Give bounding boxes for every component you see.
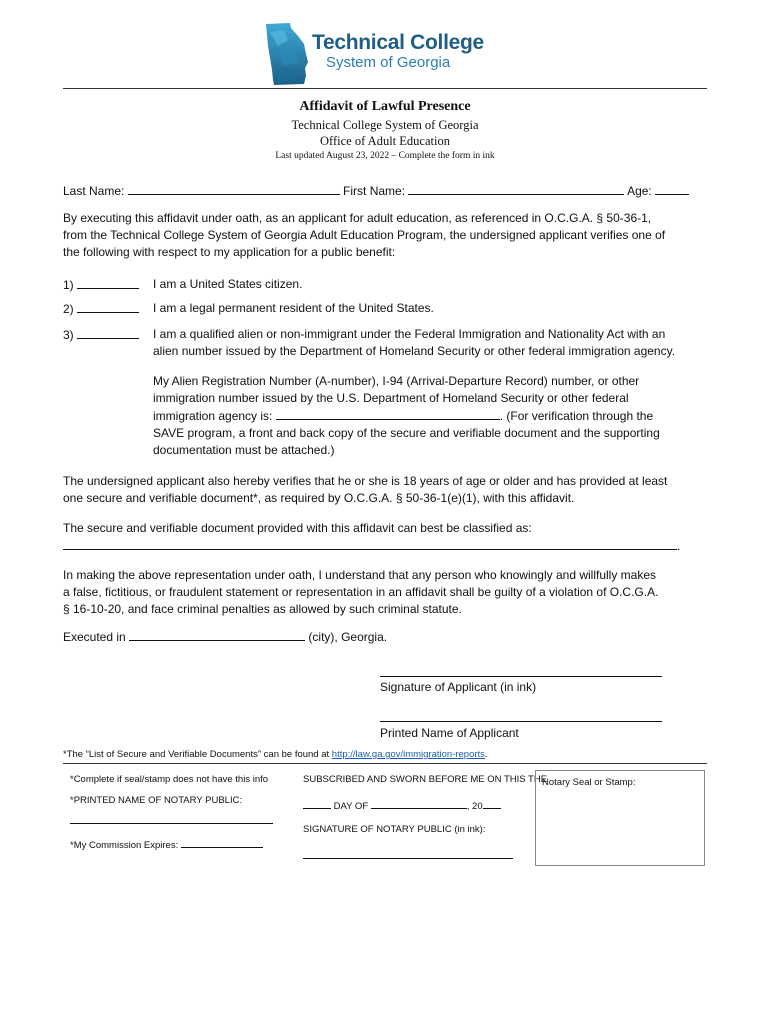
name-fields-row	[63, 182, 713, 200]
age-field[interactable]	[655, 182, 689, 195]
logo-line1: Technical College	[312, 31, 484, 54]
logo	[264, 22, 494, 86]
age-label: Age:	[627, 184, 652, 198]
verify-line: The undersigned applicant also hereby verifies that he or she is 18 years of age or older and has provided at least	[63, 474, 668, 488]
alien-number-field[interactable]	[276, 407, 500, 420]
penalty-paragraph	[63, 567, 723, 618]
alien-line-3	[153, 407, 713, 425]
office-name: Office of Adult Education	[320, 134, 450, 148]
penalty-line: § 16-10-20, and face criminal penalties as allowed by such criminal statute.	[63, 602, 462, 616]
alien-line: . (For verification through the	[499, 409, 654, 423]
day-field[interactable]	[303, 798, 331, 809]
notary-signature-line[interactable]	[303, 858, 513, 859]
option-3	[63, 326, 723, 358]
logo-line2: System of Georgia	[326, 54, 451, 71]
last-updated: Last updated August 23, 2022 – Complete the form in ink	[275, 151, 495, 161]
notary-seal-label: Notary Seal or Stamp:	[542, 777, 636, 788]
org-name: Technical College System of Georgia	[291, 118, 479, 132]
intro-line: By executing this affidavit under oath, as an applicant for adult education, as referenced in O.C.G.A. § 50-36-1,	[63, 211, 652, 225]
option-3-initial-field[interactable]	[77, 326, 139, 339]
document-classification-field[interactable]	[63, 537, 677, 550]
commission-row	[70, 837, 263, 852]
printed-name-line[interactable]	[380, 721, 662, 722]
applicant-signature-line[interactable]	[380, 676, 662, 677]
alien-line: My Alien Registration Number (A-number), I-94 (Arrival-Departure Record) number, or other	[153, 374, 640, 388]
notary-top-rule	[63, 763, 707, 764]
first-name-label: First Name:	[343, 184, 406, 198]
city-field[interactable]	[129, 628, 305, 641]
footnote-end: .	[484, 749, 488, 760]
option-2-initial-field[interactable]	[77, 300, 139, 313]
subscribed-label: SUBSCRIBED AND SWORN BEFORE ME ON THIS THE	[303, 774, 548, 785]
verify-paragraph	[63, 473, 723, 507]
executed-row	[63, 628, 387, 646]
first-name-field[interactable]	[408, 182, 624, 195]
notary-seal-box[interactable]	[535, 770, 705, 866]
year-field[interactable]	[483, 798, 501, 809]
option-1	[63, 276, 723, 294]
last-name-label: Last Name:	[63, 184, 125, 198]
commission-expires-field[interactable]	[181, 837, 263, 848]
day-of-row	[303, 798, 501, 813]
classified-row: .	[63, 537, 680, 555]
year-prefix: , 20	[466, 801, 483, 812]
footnote-text: *The “List of Secure and Verifiable Documents” can be found at	[63, 749, 330, 760]
option-number: 3)	[63, 328, 74, 342]
footnote	[63, 748, 488, 761]
option-text: I am a legal permanent resident of the United States.	[153, 301, 434, 315]
georgia-map-icon	[264, 22, 310, 86]
seal-note: *Complete if seal/stamp does not have this info	[70, 774, 269, 785]
intro-paragraph	[63, 210, 723, 261]
option-text: I am a qualified alien or non-immigrant under the Federal Immigration and Nationality Act with an	[153, 327, 666, 341]
immigration-reports-link[interactable]: http://law.ga.gov/immigration-reports	[331, 749, 485, 760]
option-1-initial-field[interactable]	[77, 276, 139, 289]
alien-line: immigration number issued by the U.S. Department of Homeland Security or other federal	[153, 391, 629, 405]
option-2	[63, 300, 723, 318]
executed-suffix: (city), Georgia.	[308, 630, 388, 644]
header-rule	[63, 88, 707, 89]
intro-line: the following with respect to my application for a public benefit:	[63, 245, 396, 259]
last-name-field[interactable]	[128, 182, 340, 195]
intro-line: from the Technical College System of Georgia Adult Education Program, the undersigned applicant verifies one of	[63, 228, 666, 242]
notary-printed-name-label: *PRINTED NAME OF NOTARY PUBLIC:	[70, 795, 243, 806]
penalty-line: a false, fictitious, or fraudulent statement or representation in an affidavit shall be guilty of a violation of O.C.G.A.	[63, 585, 659, 599]
day-of-label: DAY OF	[333, 801, 369, 812]
option-text: alien number issued by the Department of Homeland Security or other federal immigration agency.	[153, 344, 676, 358]
option-number: 1)	[63, 278, 74, 292]
applicant-signature-label: Signature of Applicant (in ink)	[380, 680, 537, 694]
alien-number-paragraph	[153, 373, 713, 459]
alien-line: immigration agency is:	[153, 409, 273, 423]
executed-label: Executed in	[63, 630, 126, 644]
option-number: 2)	[63, 302, 74, 316]
penalty-line: In making the above representation under oath, I understand that any person who knowingly and willfully makes	[63, 568, 657, 582]
option-text: I am a United States citizen.	[153, 277, 303, 291]
month-field[interactable]	[371, 798, 467, 809]
verify-line: one secure and verifiable document*, as required by O.C.G.A. § 50-36-1(e)(1), with this affidavit.	[63, 491, 575, 505]
printed-name-label: Printed Name of Applicant	[380, 726, 519, 740]
alien-line: documentation must be attached.)	[153, 443, 335, 457]
notary-signature-label: SIGNATURE OF NOTARY PUBLIC (in ink):	[303, 824, 486, 835]
page-title: Affidavit of Lawful Presence	[299, 99, 471, 114]
notary-printed-name-line[interactable]	[70, 823, 273, 824]
commission-label: *My Commission Expires:	[70, 840, 179, 851]
alien-line: SAVE program, a front and back copy of the secure and verifiable document and the supporting	[153, 426, 660, 440]
classified-label: The secure and verifiable document provided with this affidavit can best be classified as:	[63, 521, 532, 535]
